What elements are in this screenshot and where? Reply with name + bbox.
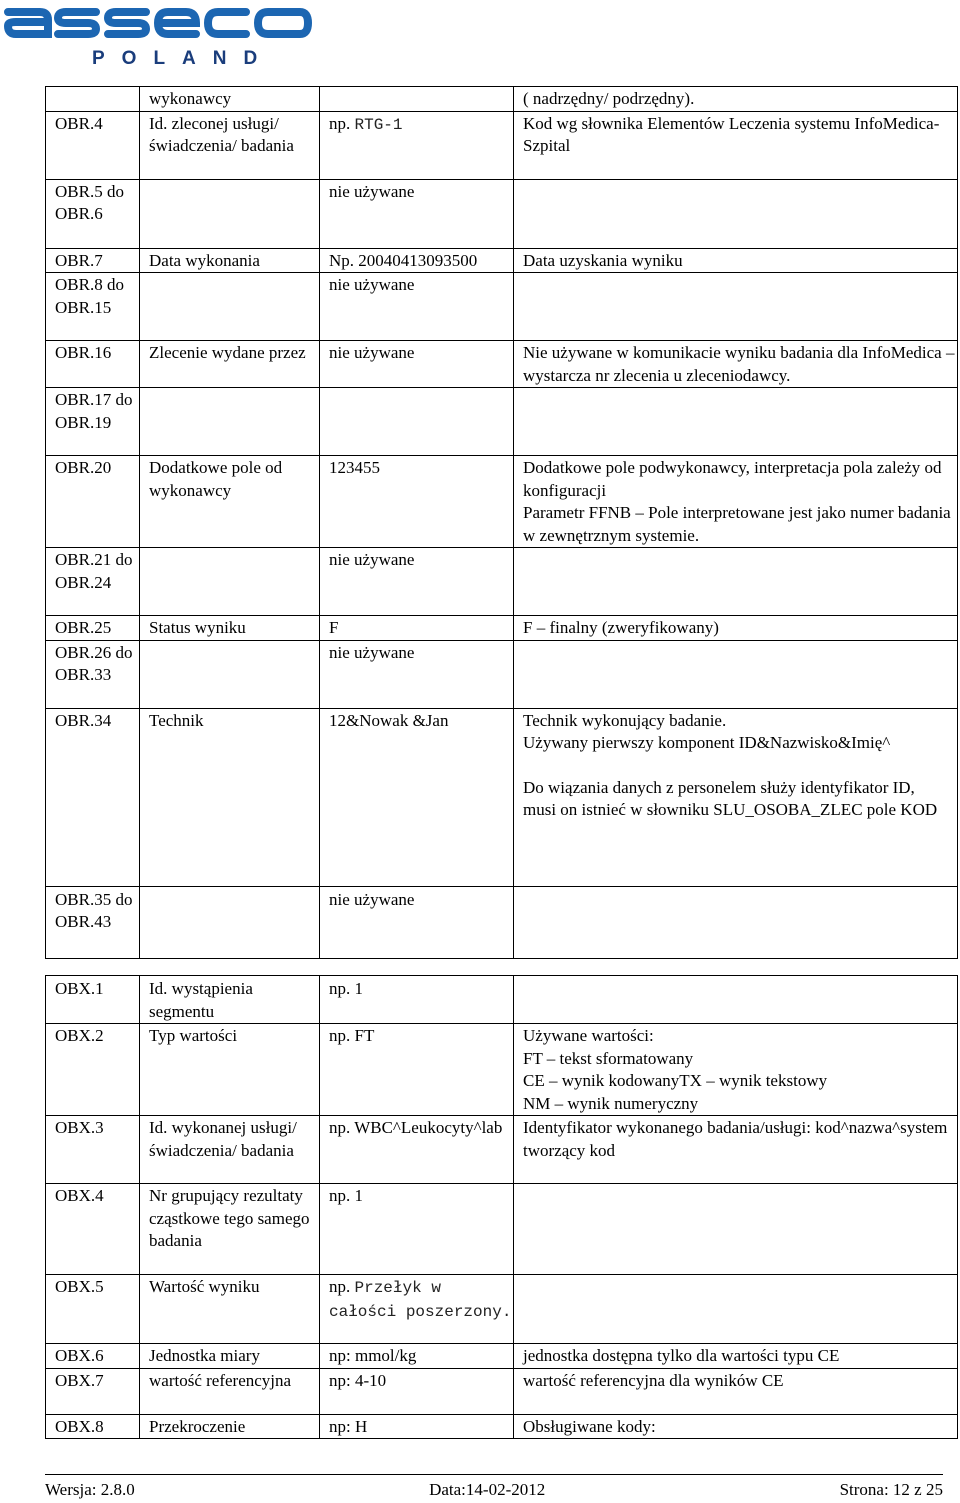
description-line: NM – wynik numeryczny <box>523 1093 699 1113</box>
field-description: wartość referencyjna dla wyników CE <box>514 1368 958 1414</box>
field-description <box>514 388 958 456</box>
field-name <box>140 179 320 248</box>
field-name: Wartość wyniku <box>140 1275 320 1344</box>
field-id: OBX.7 <box>46 1368 140 1414</box>
field-name: Nr grupujący rezultaty cząstkowe tego samego badania <box>140 1184 320 1275</box>
table-row <box>46 179 958 248</box>
field-name <box>140 886 320 958</box>
field-description <box>514 548 958 616</box>
table-row <box>46 640 958 708</box>
field-example: 12&Nowak &Jan <box>320 708 514 886</box>
field-description <box>514 976 958 1024</box>
field-description: jednostka dostępna tylko dla wartości typu CE <box>514 1344 958 1369</box>
field-example: np: 4-10 <box>320 1368 514 1414</box>
field-name <box>140 388 320 456</box>
example-code: Przełyk w całości poszerzony. <box>329 1279 512 1321</box>
field-id: OBR.7 <box>46 248 140 273</box>
field-name: Jednostka miary <box>140 1344 320 1369</box>
table-row <box>46 273 958 341</box>
field-id: OBX.3 <box>46 1116 140 1184</box>
page-footer <box>45 1474 943 1503</box>
field-example: 123455 <box>320 456 514 548</box>
table-row <box>46 388 958 456</box>
table-row <box>46 1184 958 1275</box>
field-example <box>320 388 514 456</box>
field-name: Dodatkowe pole od wykonawcy <box>140 456 320 548</box>
field-description <box>514 640 958 708</box>
obx-segment-table <box>45 975 958 1439</box>
field-example: np. FT <box>320 1024 514 1116</box>
field-name: Data wykonania <box>140 248 320 273</box>
field-name: Typ wartości <box>140 1024 320 1116</box>
example-prefix: np. <box>329 1277 351 1296</box>
field-id: OBR.26 do OBR.33 <box>46 640 140 708</box>
field-id: OBR.8 do OBR.15 <box>46 273 140 341</box>
example-prefix: np. <box>329 113 351 133</box>
field-name: Technik <box>140 708 320 886</box>
field-id: OBX.4 <box>46 1184 140 1275</box>
table-row <box>46 1024 958 1116</box>
field-name: wartość referencyjna <box>140 1368 320 1414</box>
field-id: OBR.35 do OBR.43 <box>46 886 140 958</box>
table-row <box>46 87 958 112</box>
field-id: OBX.1 <box>46 976 140 1024</box>
footer-page-number: Strona: 12 z 25 <box>839 1480 943 1499</box>
table-row <box>46 1275 958 1344</box>
field-id: OBR.5 do OBR.6 <box>46 179 140 248</box>
logo-country-text: POLAND <box>92 48 275 69</box>
field-example <box>320 111 514 179</box>
description-line: Używany pierwszy komponent ID&Nazwisko&Imię^ <box>523 733 891 752</box>
field-example: nie używane <box>320 886 514 958</box>
field-example: Np. 20040413093500 <box>320 248 514 273</box>
field-description <box>514 1184 958 1275</box>
field-id: OBR.21 do OBR.24 <box>46 548 140 616</box>
field-description <box>514 1024 958 1116</box>
obr-segment-table <box>45 86 958 959</box>
field-name: Status wyniku <box>140 616 320 641</box>
field-example: nie używane <box>320 548 514 616</box>
field-description: ( nadrzędny/ podrzędny). <box>514 87 958 112</box>
description-line: Parametr FFNB – Pole interpretowane jest jako numer badania w zewnętrznym systemie. <box>523 503 951 545</box>
field-example <box>320 1275 514 1344</box>
field-id <box>46 87 140 112</box>
field-description: Identyfikator wykonanego badania/usługi: kod^nazwa^system tworzący kod <box>514 1116 958 1184</box>
description-line: Dodatkowe pole podwykonawcy, interpretacja pola zależy od konfiguracji <box>523 458 942 500</box>
field-id: OBX.2 <box>46 1024 140 1116</box>
asseco-poland-logo <box>0 0 340 72</box>
footer-version: Wersja: 2.8.0 <box>45 1480 135 1499</box>
field-example: np. 1 <box>320 976 514 1024</box>
field-example: np. 1 <box>320 1184 514 1275</box>
asseco-logo-icon <box>0 0 340 72</box>
field-id: OBR.25 <box>46 616 140 641</box>
field-name: Id. zleconej usługi/świadczenia/ badania <box>140 111 320 179</box>
field-description <box>514 1275 958 1344</box>
description-line: Używane wartości: <box>523 1026 654 1045</box>
field-id: OBR.4 <box>46 111 140 179</box>
field-id: OBR.34 <box>46 708 140 886</box>
field-name: Zlecenie wydane przez <box>140 341 320 388</box>
field-example: nie używane <box>320 273 514 341</box>
table-row <box>46 708 958 886</box>
table-row <box>46 1414 958 1439</box>
table-row <box>46 1344 958 1369</box>
example-code: RTG-1 <box>354 115 403 134</box>
table-row <box>46 341 958 388</box>
field-description: F – finalny (zweryfikowany) <box>514 616 958 641</box>
table-row <box>46 886 958 958</box>
field-description <box>514 179 958 248</box>
field-name: Przekroczenie <box>140 1414 320 1439</box>
field-description <box>514 273 958 341</box>
table-row <box>46 248 958 273</box>
field-example: np: mmol/kg <box>320 1344 514 1369</box>
field-name: wykonawcy <box>140 87 320 112</box>
table-row <box>46 1368 958 1414</box>
field-name <box>140 273 320 341</box>
field-example: nie używane <box>320 640 514 708</box>
field-example: nie używane <box>320 341 514 388</box>
field-name: Id. wykonanej usługi/świadczenia/ badania <box>140 1116 320 1184</box>
field-description <box>514 886 958 958</box>
field-example <box>320 87 514 112</box>
description-line: Technik wykonujący badanie. <box>523 710 727 730</box>
field-name <box>140 548 320 616</box>
field-description: Data uzyskania wyniku <box>514 248 958 273</box>
field-id: OBX.5 <box>46 1275 140 1344</box>
table-row <box>46 548 958 616</box>
field-name: Id. wystąpienia segmentu <box>140 976 320 1024</box>
table-row <box>46 616 958 641</box>
field-id: OBR.20 <box>46 456 140 548</box>
field-id: OBX.6 <box>46 1344 140 1369</box>
field-example: nie używane <box>320 179 514 248</box>
field-description <box>514 456 958 548</box>
footer-date: Data:14-02-2012 <box>429 1480 546 1499</box>
field-id: OBR.16 <box>46 341 140 388</box>
table-row <box>46 976 958 1024</box>
table-row <box>46 456 958 548</box>
field-example: F <box>320 616 514 641</box>
field-name <box>140 640 320 708</box>
field-id: OBR.17 do OBR.19 <box>46 388 140 456</box>
field-example: np: H <box>320 1414 514 1439</box>
table-row <box>46 111 958 179</box>
field-id: OBX.8 <box>46 1414 140 1439</box>
field-description: Obsługiwane kody: <box>514 1414 958 1439</box>
field-description: Kod wg słownika Elementów Leczenia systemu InfoMedica-Szpital <box>514 111 958 179</box>
field-description <box>514 708 958 886</box>
field-description: Nie używane w komunikacie wyniku badania dla InfoMedica – wystarcza nr zlecenia u zleceniodawcy. <box>514 341 958 388</box>
description-line: CE – wynik kodowanyTX – wynik tekstowy <box>523 1071 828 1090</box>
field-example: np. WBC^Leukocyty^lab <box>320 1116 514 1184</box>
description-line: Do wiązania danych z personelem służy identyfikator ID, musi on istnieć w słowniku SLU_OSOBA_ZLEC pole KOD <box>523 777 938 819</box>
description-line: FT – tekst sformatowany <box>523 1048 694 1068</box>
table-row <box>46 1116 958 1184</box>
